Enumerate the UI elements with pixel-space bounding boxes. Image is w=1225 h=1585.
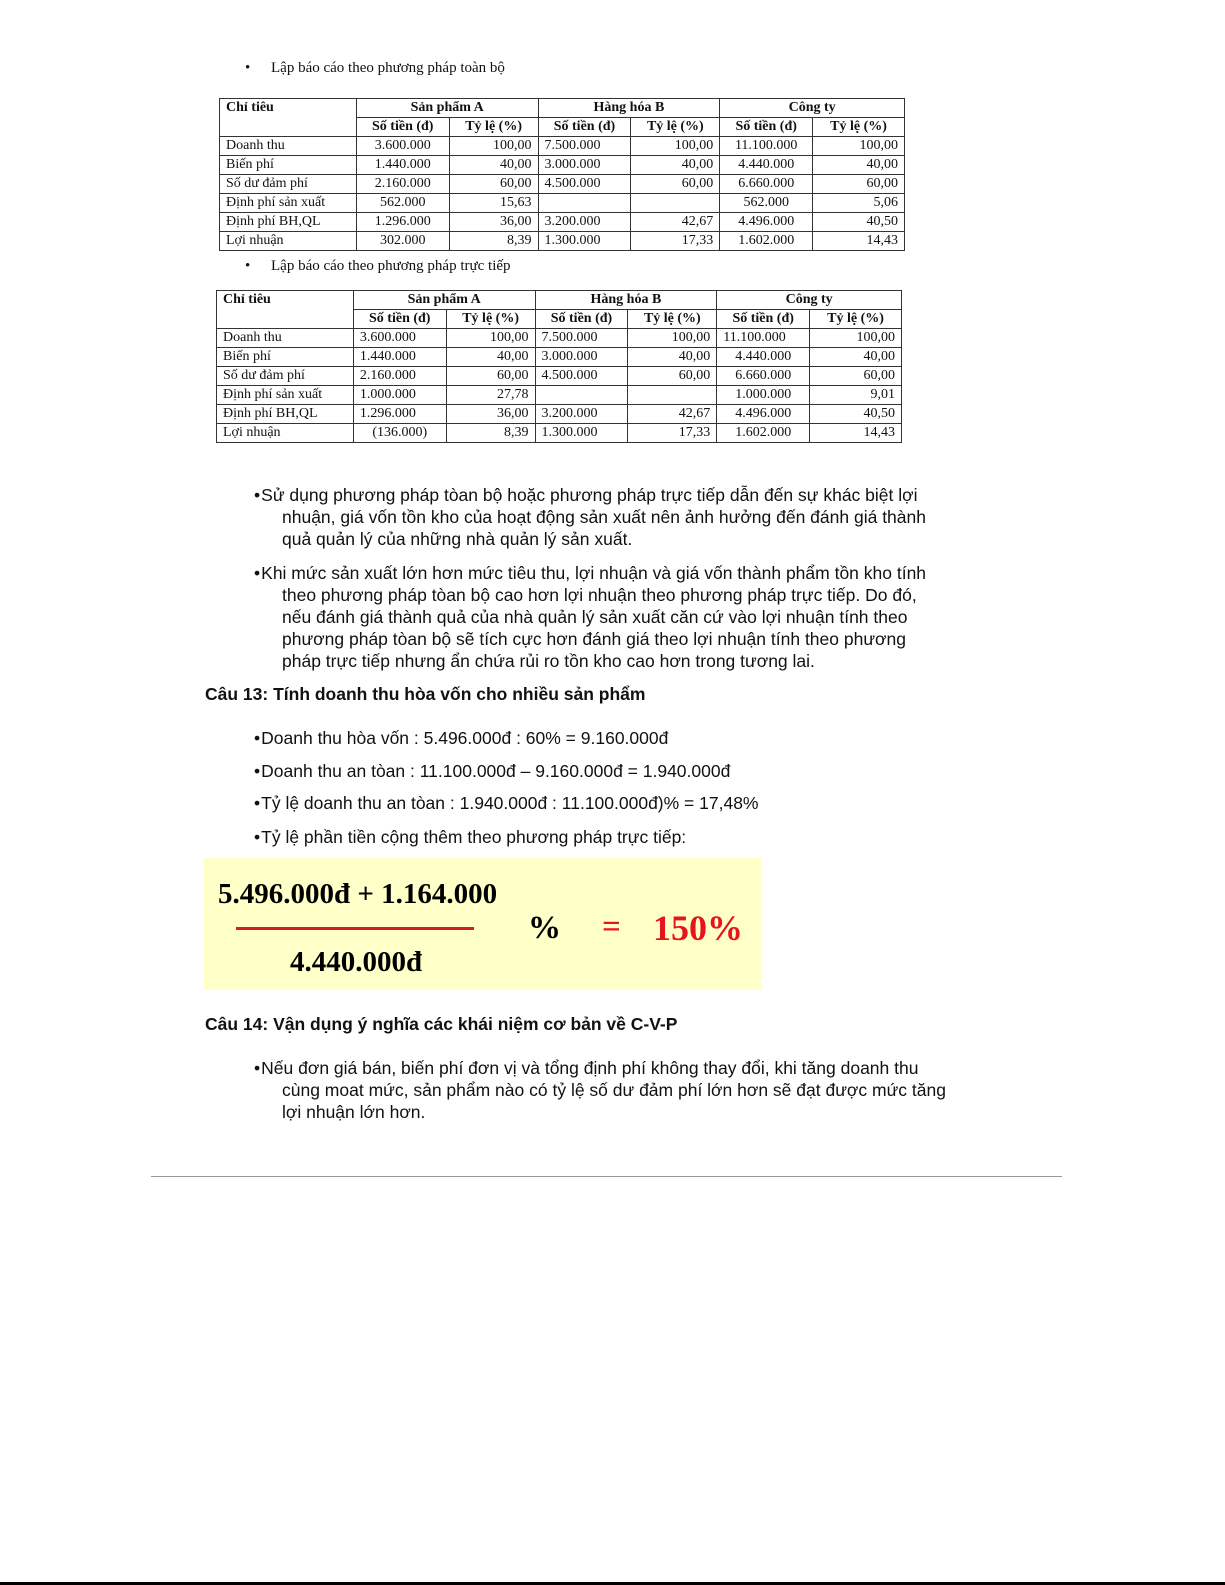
subheader: Số tiền (đ): [720, 118, 813, 137]
table-row: Lợi nhuận 302.000 8,39 1.300.000 17,33 1.602.000 14,43: [220, 232, 905, 251]
formula-result: 150%: [653, 908, 743, 948]
q13-bullet-3: •Tỷ lệ doanh thu an tòan : 1.940.000đ : 11.100.000đ)% = 17,48%: [254, 793, 759, 813]
table-row: Lợi nhuận (136.000) 8,39 1.300.000 17,33 1.602.000 14,43: [217, 424, 902, 443]
table-row: Định phí sản xuất 562.000 15,63 562.000 5,06: [220, 194, 905, 213]
subheader: Số tiền (đ): [538, 118, 631, 137]
table-row: Doanh thu 3.600.000 100,00 7.500.000 100,00 11.100.000 100,00: [217, 329, 902, 348]
subheader: Số tiền (đ): [717, 310, 810, 329]
formula-equals: =: [602, 909, 621, 945]
paragraph-2: •Khi mức sản xuất lớn hơn mức tiêu thu, lợi nhuận và giá vốn thành phẩm tồn kho tính theo phương pháp tòan bộ cao hơn lợi nhuận theo phương pháp trực tiếp. Do đó, nếu đánh giá thành quả của nhà quản lý sản xuất căn cứ vào lợi nhuận tính theo phương pháp tòan bộ sẽ tích cực hơn đánh giá theo lợi nhuận tính theo phương pháp trực tiếp nhưng ẩn chứa rủi ro tồn kho cao hơn trong tương lai.: [254, 563, 927, 671]
bullet-symbol: •: [254, 485, 261, 505]
table-toan-bo: [219, 98, 905, 251]
header-san-pham-a: Sản phẩm A: [356, 99, 538, 118]
header-chi-tieu: Chỉ tiêu: [220, 99, 357, 137]
header-chi-tieu: Chỉ tiêu: [217, 291, 354, 329]
table2-caption: • Lập báo cáo theo phương pháp trực tiếp: [245, 258, 511, 274]
bullet-symbol: •: [254, 761, 261, 781]
bullet-symbol: •: [254, 793, 261, 813]
table1-caption: • Lập báo cáo theo phương pháp toàn bộ: [245, 60, 505, 76]
header-cong-ty: Công ty: [720, 99, 905, 118]
subheader: Số tiền (đ): [356, 118, 449, 137]
q13-bullet-1: •Doanh thu hòa vốn : 5.496.000đ : 60% = 9.160.000đ: [254, 728, 669, 748]
table-row: Biến phí 1.440.000 40,00 3.000.000 40,00 4.440.000 40,00: [220, 156, 905, 175]
bullet-symbol: •: [254, 563, 261, 583]
paragraph-1: •Sử dụng phương pháp tòan bộ hoặc phương pháp trực tiếp dẫn đến sự khác biệt lợi nhuận, giá vốn tồn kho của hoạt động sản xuất nên ảnh hưởng đến đánh giá thành quả quản lý của những nhà quản lý sản xuất.: [254, 485, 926, 549]
table-row: Doanh thu 3.600.000 100,00 7.500.000 100,00 11.100.000 100,00: [220, 137, 905, 156]
bullet-symbol: •: [254, 827, 261, 847]
header-hang-hoa-b: Hàng hóa B: [538, 99, 720, 118]
table-row: Định phí BH,QL 1.296.000 36,00 3.200.000 42,67 4.496.000 40,50: [217, 405, 902, 424]
header-cong-ty: Công ty: [717, 291, 902, 310]
q13-bullet-4: •Tỷ lệ phần tiền cộng thêm theo phương pháp trực tiếp:: [254, 827, 687, 847]
formula-numerator: 5.496.000đ + 1.164.000: [218, 878, 498, 910]
subheader: Tỷ lệ (%): [810, 310, 902, 329]
formula-box: [204, 858, 761, 990]
page-divider: [151, 1176, 1062, 1177]
formula-percent: %: [528, 910, 561, 946]
table-row: Số dư đảm phí 2.160.000 60,00 4.500.000 60,00 6.660.000 60,00: [217, 367, 902, 386]
bullet-symbol: •: [245, 60, 251, 76]
subheader: Số tiền (đ): [353, 310, 446, 329]
table-row: Biến phí 1.440.000 40,00 3.000.000 40,00 4.440.000 40,00: [217, 348, 902, 367]
q13-bullet-2: •Doanh thu an tòan : 11.100.000đ – 9.160.000đ = 1.940.000đ: [254, 761, 731, 781]
subheader: Tỷ lệ (%): [446, 310, 535, 329]
subheader: Tỷ lệ (%): [813, 118, 905, 137]
table-row: Định phí BH,QL 1.296.000 36,00 3.200.000 42,67 4.496.000 40,50: [220, 213, 905, 232]
formula-denominator: 4.440.000đ: [290, 946, 423, 978]
fraction-line: [236, 927, 474, 930]
heading-cau-14: Câu 14: Vận dụng ý nghĩa các khái niệm cơ bản về C-V-P: [205, 1014, 678, 1034]
header-san-pham-a: Sản phẩm A: [353, 291, 535, 310]
subheader: Tỷ lệ (%): [631, 118, 720, 137]
subheader: Tỷ lệ (%): [628, 310, 717, 329]
bullet-symbol: •: [254, 728, 261, 748]
table-row: Số dư đảm phí 2.160.000 60,00 4.500.000 60,00 6.660.000 60,00: [220, 175, 905, 194]
table-truc-tiep: [216, 290, 902, 443]
heading-cau-13: Câu 13: Tính doanh thu hòa vốn cho nhiều sản phẩm: [205, 684, 646, 704]
subheader: Tỷ lệ (%): [449, 118, 538, 137]
q14-paragraph: •Nếu đơn giá bán, biến phí đơn vị và tổng định phí không thay đổi, khi tăng doanh thu cùng moat mức, sản phẩm nào có tỷ lệ số dư đảm phí lớn hơn sẽ đạt được mức tăng lợi nhuận lớn hơn.: [254, 1058, 946, 1122]
table-row: Định phí sản xuất 1.000.000 27,78 1.000.000 9,01: [217, 386, 902, 405]
header-hang-hoa-b: Hàng hóa B: [535, 291, 717, 310]
bullet-symbol: •: [245, 258, 251, 274]
subheader: Số tiền (đ): [535, 310, 628, 329]
bullet-symbol: •: [254, 1058, 261, 1078]
